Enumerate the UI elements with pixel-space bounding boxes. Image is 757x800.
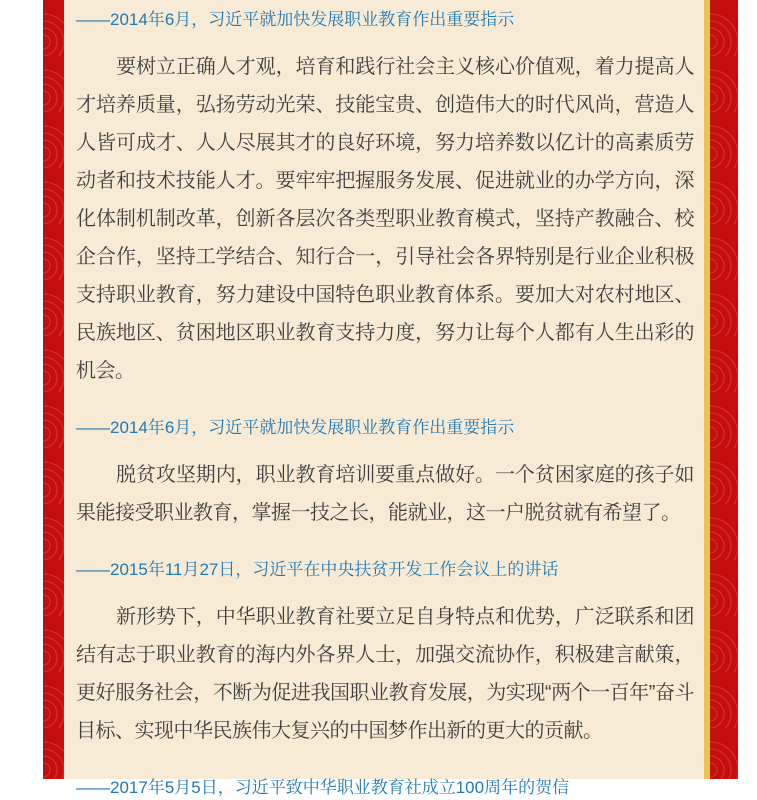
quote-attribution: ——2014年6月，习近平就加快发展职业教育作出重要指示 [76,10,515,29]
quote-attribution: ——2014年6月，习近平就加快发展职业教育作出重要指示 [76,418,515,437]
quote-attribution: ——2017年5月5日，习近平致中华职业教育社成立100周年的贺信 [76,778,570,797]
quote-paragraph: 要树立正确人才观，培育和践行社会主义核心价值观，着力提高人才培养质量，弘扬劳动光荣、技能宝贵、创造伟大的时代风尚，营造人人皆可成才、人人尽展其才的良好环境，努力培养数以亿计的高素质劳动者和技术技能人才。要牢牢把握服务发展、促进就业的办学方向，深化体制机制改革，创新各层次各类型职业教育模式，坚持产教融合、校企合作，坚持工学结合、知行合一，引导社会各界特别是行业企业积极支持职业教育，努力建设中国特色职业教育体系。要加大对农村地区、民族地区、贫困地区职业教育支持力度，努力让每个人都有人生出彩的机会。 [76,56,694,382]
content-area [64,0,704,797]
right-red-border [710,0,738,779]
quote-paragraph: 脱贫攻坚期内，职业教育培训要重点做好。一个贫困家庭的孩子如果能接受职业教育，掌握一技之长，能就业，这一户脱贫就有希望了。 [76,464,694,524]
scale-pattern-icon [710,0,738,779]
left-red-border [43,0,64,779]
scale-pattern-icon [43,0,64,779]
quote-attribution: ——2015年11月27日，习近平在中央扶贫开发工作会议上的讲话 [76,560,559,579]
quote-paragraph: 新形势下，中华职业教育社要立足自身特点和优势，广泛联系和团结有志于职业教育的海内外各界人士，加强交流协作，积极建言献策，更好服务社会，不断为促进我国职业教育发展，为实现“两个一百年”奋斗目标、实现中华民族伟大复兴的中国梦作出新的更大的贡献。 [76,606,694,742]
